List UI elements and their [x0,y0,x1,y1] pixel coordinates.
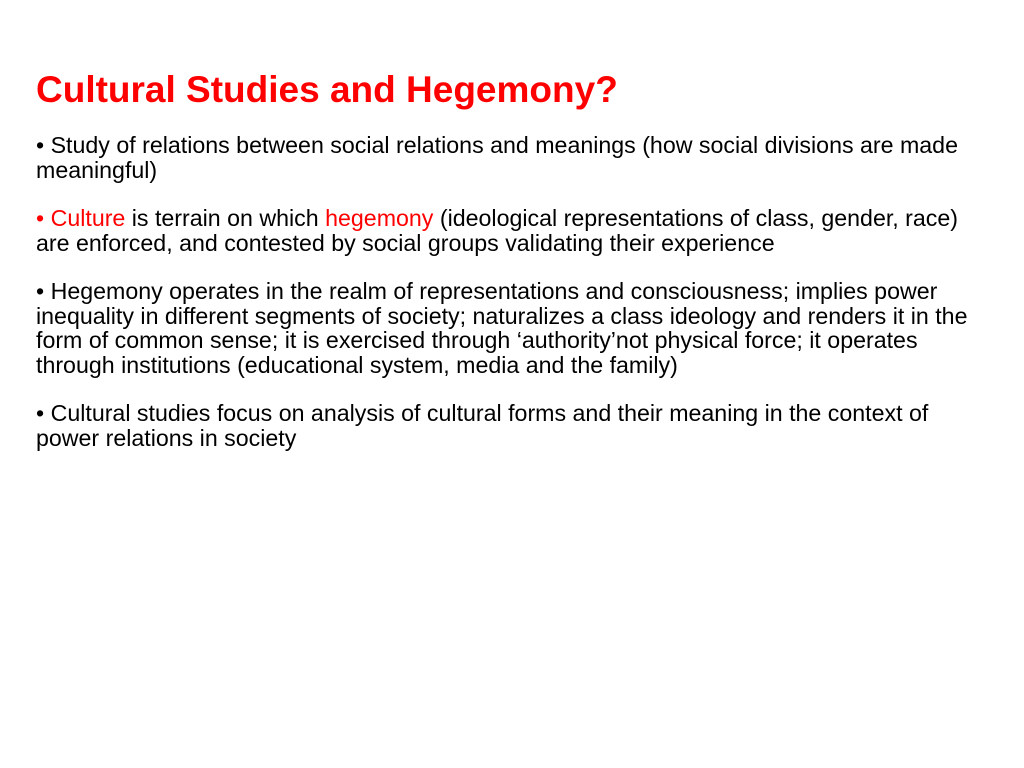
bullet-item-cultural-studies-focus [36,401,976,450]
bullet-text: Hegemony operates in the realm of representations and consciousness; implies power inequality in different segments of society; naturalizes a class ideology and renders it in the form of common sense; it is exercised through ‘authority’not physical force; it operates through institutions (educational system, media and the family) [36,278,968,378]
highlighted-term-culture: Culture [50,205,126,231]
bullet-text-rest: (ideological representations of class, gender, race) are enforced, and contested by social groups validating their experience [36,205,958,256]
highlighted-term-hegemony: hegemony [325,205,434,231]
slide-title: Cultural Studies and Hegemony? [36,69,618,110]
bullet-item-culture-terrain [36,206,976,255]
bullet-marker: • [36,205,45,231]
bullet-item-hegemony-operates [36,279,976,377]
bullet-text: Study of relations between social relations and meanings (how social divisions are made meaningful) [36,132,958,183]
bullet-marker: • [36,400,45,426]
bullet-marker: • [36,278,45,304]
bullet-text: Cultural studies focus on analysis of cultural forms and their meaning in the context of power relations in society [36,400,929,451]
bullet-text-middle: is terrain on which [131,205,319,231]
bullet-item-relations [36,133,976,182]
bullet-marker: • [36,132,45,158]
bullet-list [36,133,976,474]
